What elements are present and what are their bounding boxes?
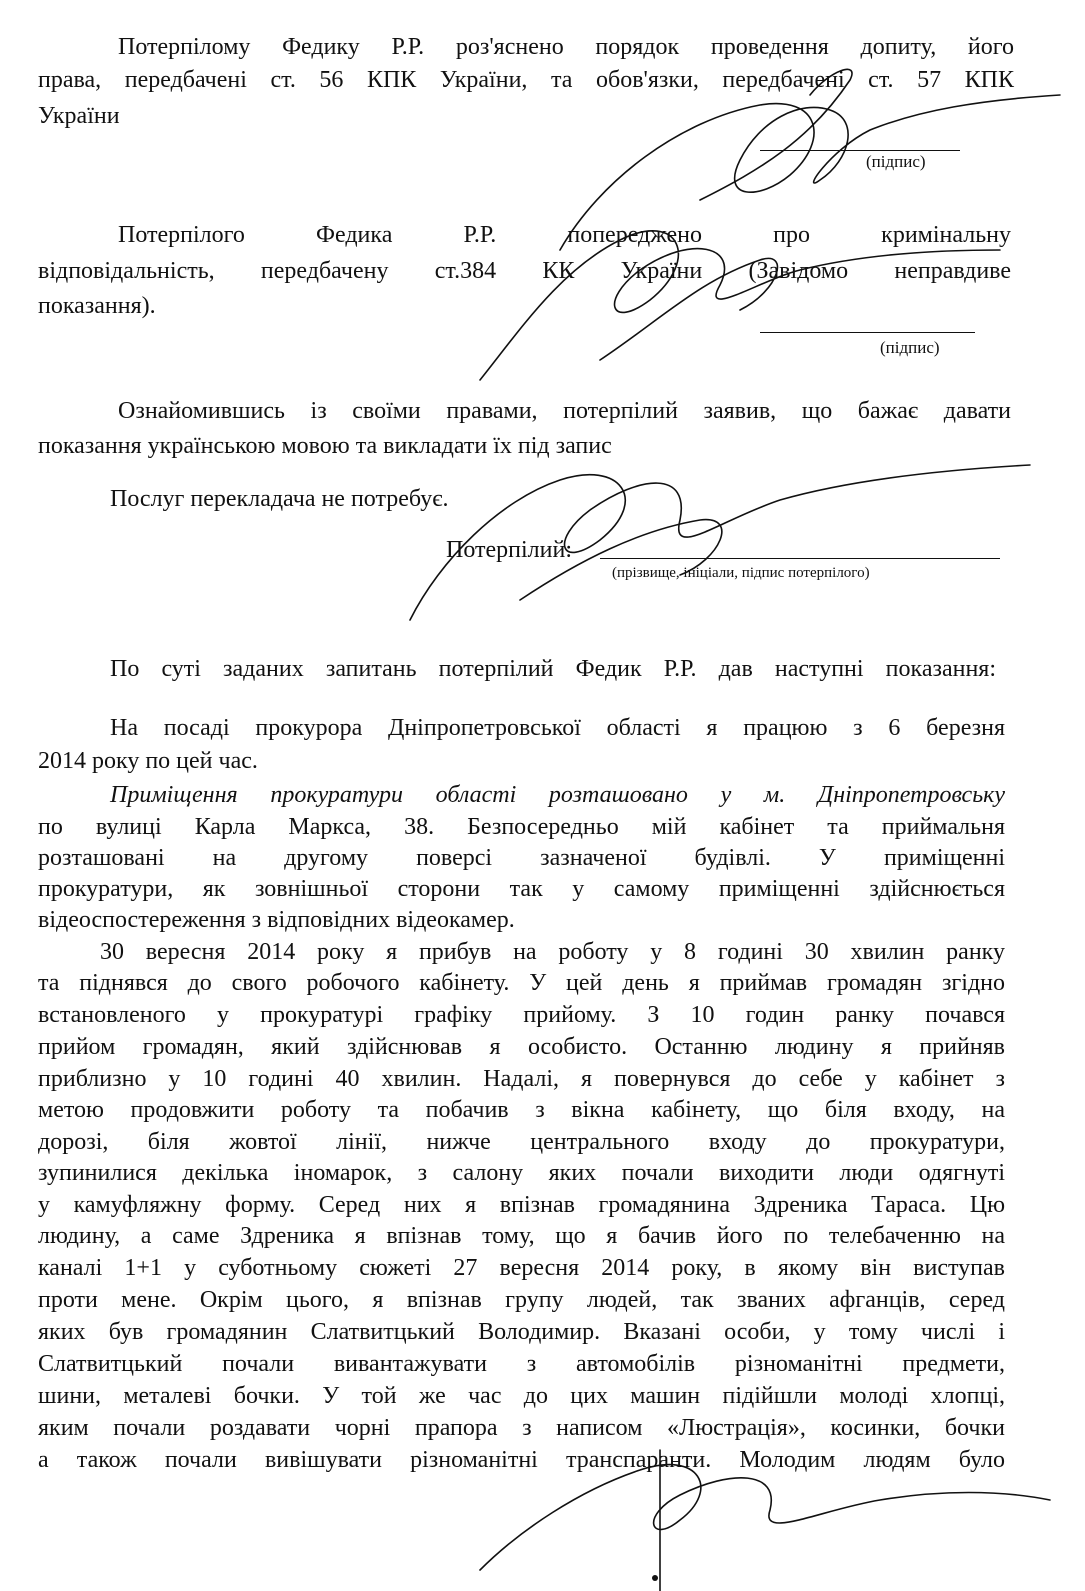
ink-dot xyxy=(652,1575,658,1581)
testimony-line: 2014 року по цей час. xyxy=(38,748,258,774)
testimony-line: Приміщення прокуратури області розташовано у м. Дніпропетровську xyxy=(110,782,1005,808)
translator-statement: Послуг перекладача не потребує. xyxy=(110,486,449,512)
language-line-1: Ознайомившись із своїми правами, потерпілий заявив, що бажає давати xyxy=(118,398,1011,424)
testimony-line: дорозі, біля жовтої лінії, нижче центрального входу до прокуратури, xyxy=(38,1129,1005,1155)
testimony-line: та піднявся до свого робочого кабінету. У цей день я приймав громадян згідно xyxy=(38,970,1005,996)
signature-stroke-4 xyxy=(480,1465,1050,1570)
testimony-line: каналі 1+1 у суботньому сюжеті 27 вересня 2014 року, в якому він виступав xyxy=(38,1255,1005,1281)
testimony-line: метою продовжити роботу та побачив з вікна кабінету, що біля входу, на xyxy=(38,1097,1005,1123)
testimony-line: На посаді прокурора Дніпропетровської області я працюю з 6 березня xyxy=(110,715,1005,741)
testimony-line: по вулиці Карла Маркса, 38. Безпосередньо мій кабінет та приймальня xyxy=(38,814,1005,840)
warning-line-2: відповідальність, передбачену ст.384 КК України (Завідомо неправдиве xyxy=(38,258,1011,284)
testimony-line: а також почали вивішувати різноманітні транспаранти. Молодим людям було xyxy=(38,1447,1005,1473)
testimony-intro: По суті заданих запитань потерпілий Федик Р.Р. дав наступні показання: xyxy=(110,656,996,682)
testimony-line: розташовані на другому поверсі зазначеної будівлі. У приміщенні xyxy=(38,845,1005,871)
signature-line-2 xyxy=(760,332,975,333)
rights-explained-line-1: Потерпілому Федику Р.Р. роз'яснено порядок проведення допиту, його xyxy=(118,34,1014,60)
testimony-line: Слатвитцький почали вивантажувати з автомобілів різноманітні предмети, xyxy=(38,1351,1005,1377)
testimony-line: проти мене. Окрім цього, я впізнав групу людей, так званих афганців, серед xyxy=(38,1287,1005,1313)
warning-line-3: показання). xyxy=(38,293,156,319)
testimony-line: 30 вересня 2014 року я прибув на роботу у 8 годині 30 хвилин ранку xyxy=(100,939,1005,965)
rights-explained-line-3: України xyxy=(38,103,120,129)
signature-line-1 xyxy=(760,150,960,151)
testimony-line: відеоспостереження з відповідних відеокамер. xyxy=(38,907,515,933)
warning-line-1: Потерпілого Федика Р.Р. попереджено про кримінальну xyxy=(118,222,1011,248)
testimony-line: прокуратури, як зовнішньої сторони так у самому приміщенні здійснюється xyxy=(38,876,1005,902)
testimony-line: шини, металеві бочки. У той же час до цих машин підійшли молоді хлопці, xyxy=(38,1383,1005,1409)
signature-caption-1: (підпис) xyxy=(866,152,926,171)
language-line-2: показання українською мовою та викладати їх під запис xyxy=(38,433,612,459)
testimony-line: зупинилися декілька іномарок, з салону яких почали виходити люди одягнуті xyxy=(38,1160,1005,1186)
testimony-line: яких був громадянин Слатвитцький Володимир. Вказані особи, у тому числі і xyxy=(38,1319,1005,1345)
testimony-line: прийом громадян, який здійснював я особисто. Останню людину я прийняв xyxy=(38,1034,1005,1060)
testimony-line: встановленого у прокуратурі графіку прийому. З 10 годин ранку почався xyxy=(38,1002,1005,1028)
victim-signature-line xyxy=(600,558,1000,559)
victim-signature-caption: (прізвище, ініціали, підпис потерпілого) xyxy=(612,565,870,581)
testimony-line: у камуфляжну форму. Серед них я впізнав громадянина Здреника Тараса. Цю xyxy=(38,1192,1005,1218)
testimony-line: яким почали роздавати чорні прапора з написом «Люстрація», косинки, бочки xyxy=(38,1415,1005,1441)
testimony-line: приблизно у 10 годині 40 хвилин. Надалі, я повернувся до себе у кабінет з xyxy=(38,1066,1005,1092)
rights-explained-line-2: права, передбачені ст. 56 КПК України, та обов'язки, передбачені ст. 57 КПК xyxy=(38,67,1014,93)
testimony-line: людину, а саме Здреника я впізнав тому, що я бачив його по телебаченню на xyxy=(38,1223,1005,1249)
victim-label: Потерпілий: xyxy=(446,537,572,563)
signature-caption-2: (підпис) xyxy=(880,338,940,357)
